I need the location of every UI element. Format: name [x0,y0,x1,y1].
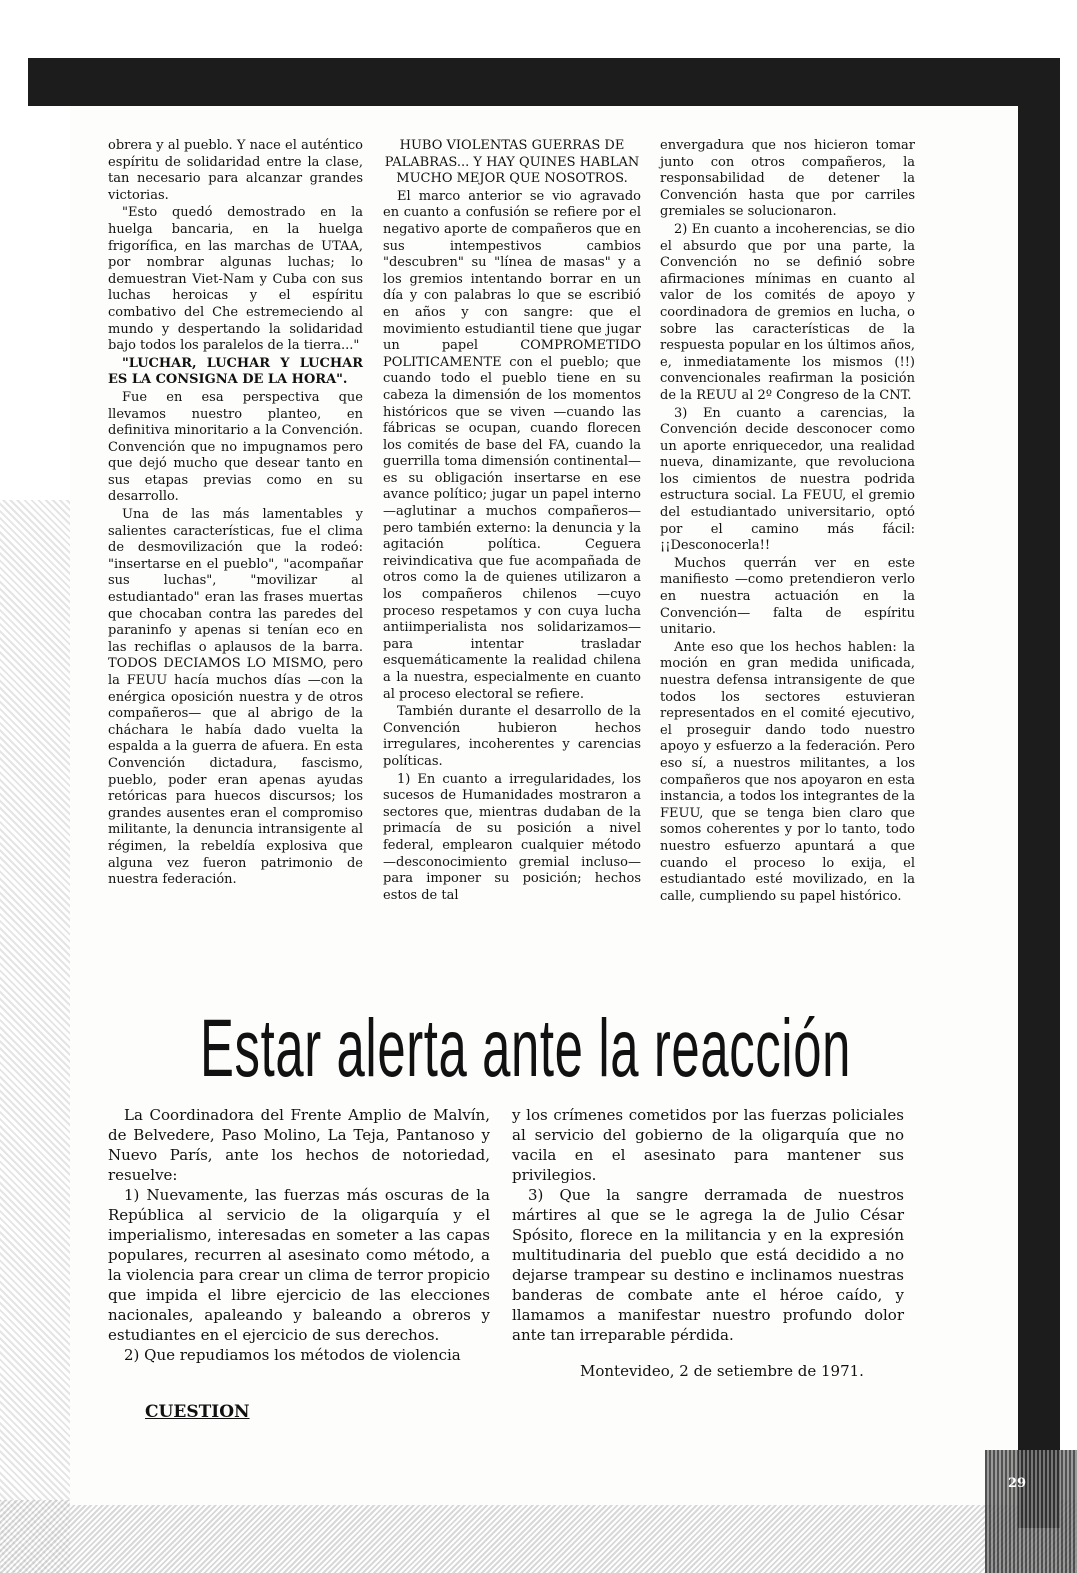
paragraph: La Coordinadora del Frente Amplio de Malvín, de Belvedere, Paso Molino, La Teja, Pantanoso y Nuevo París, ante los hechos de notoriedad, resuelve: [108,1106,490,1184]
scan-noise-bottom [0,1500,1077,1573]
scan-noise-corner [985,1450,1077,1573]
statement-column-left [108,1105,490,1365]
paragraph: 1) Nuevamente, las fuerzas más oscuras de la República al servicio de la oligarquía y el imperialismo, interesadas en someter a las capas populares, recurren al asesinato como método, a la violencia para crear un clima de terror propicio que impida el libre ejercicio de las elecciones nacionales, apaleando y baleando a obreros y estudiantes en el ejercicio de sus derechos. [108,1186,490,1344]
paragraph: 1) En cuanto a irregularidades, los sucesos de Humanidades mostraron a sectores que, mientras dudaban de la primacía de su posición a nivel federal, emplearon cualquier método —desconocimiento gremial incluso— para imponer su posición; hechos estos de tal [383,771,641,903]
paragraph: El marco anterior se vio agravado en cuanto a confusión se refiere por el negativo aporte de compañeros que en sus intempestivos cambios "descubren" su "línea de masas" y a los gremios intentando borrar en un día y con palabras lo que se escribió en años y con sangre: que el movimiento estudiantil tiene que jugar un papel COMPROMETIDO POLITICAMENTE con el pueblo; que cuando todo el pueblo tiene en su cabeza la dimensión de los momentos históricos que se viven —cuando las fábricas se ocupan, cuando florecen los comités de base del FA, cuando la guerrilla toma dimensión continental— es su obligación insertarse en ese avance político; jugar un papel interno —aglutinar a muchos compañeros— pero también externo: la denuncia y la agitación política. Ceguera reivindicativa que fue acompañada de otros como la de quienes utilizaron a los compañeros chilenos —cuyo proceso respetamos y con cuya lucha antiimperialista nos solidarizamos— para intentar trasladar esquemáticamente la realidad chilena a la nuestra, especialmente en cuanto al proceso electoral se refiere. [383,188,641,702]
headline: Estar alerta ante la reacción [200,1003,851,1094]
paragraph: "LUCHAR, LUCHAR Y LUCHAR ES LA CONSIGNA DE LA HORA". [108,355,363,388]
paragraph: "Esto quedó demostrado en la huelga bancaria, en la huelga frigorífica, en las marchas de UTAA, por nombrar algunas luchas; lo demuestran Viet-Nam y Cuba con sus luchas heroicas y el espíritu combativo del Che estremeciendo al mundo y despertando la solidaridad bajo todos los paralelos de la tierra..." [108,205,363,354]
paragraph: Una de las más lamentables y salientes características, fue el clima de desmovilización que la rodeó: "insertarse en el pueblo", "acompañar sus luchas", "movilizar al estudiantado" eran las frases muertas que chocaban contra las paredes del paraninfo y apenas si tenían eco en las rechiflas o aplausos de la barra. TODOS DECIAMOS LO MISMO, pero la FEUU hacía muchos días —con la enérgica oposición nuestra y de otros compañeros— que al abrigo de la cháchara le había dado vuelta la espalda a la guerra de afuera. En esta Convención dictadura, fascismo, pueblo, poder eran apenas ayudas retóricas para huecos discursos; los grandes ausentes eran el compromiso militante, la denuncia intransigente al régimen, la rebeldía explosiva que alguna vez fueron patrimonio de nuestra federación. [108,507,363,888]
statement-column-right [512,1105,904,1345]
magazine-name: CUESTION [145,1402,250,1422]
paragraph: También durante el desarrollo de la Convención hubieron hechos irregulares, incoherentes y carencias políticas. [383,704,641,769]
article-column-3 [660,138,915,906]
article-column-1 [108,138,363,890]
paragraph: Muchos querrán ver en este manifiesto —como pretendieron verlo en nuestra actuación en la Convención— falta de espíritu unitario. [660,555,915,638]
paragraph: 2) Que repudiamos los métodos de violencia [124,1346,461,1364]
paragraph: 3) En cuanto a carencias, la Convención decide desconocer como un aporte enriquecedor, una realidad nueva, dinamizante, que revoluciona los cimientos de nuestra podrida estructura social. La FEUU, el gremio del estudiantado universitario, optó por el camino más fácil: ¡¡Desconocerla!! [660,405,915,554]
paragraph: Ante eso que los hechos hablen: la moción en gran medida unificada, nuestra defensa intransigente de que todos los sectores estuvieran representados en el comité ejecutivo, el proseguir dando todo nuestro apoyo y esfuerzo a la federación. Pero eso sí, a nuestros militantes, a los compañeros que nos apoyaron en esta instancia, a todos los integrantes de la FEUU, que se tenga bien claro que somos coherentes y por lo tanto, todo nuestro esfuerzo apuntará a que cuando el proceso lo exija, el estudiantado esté movilizado, en la calle, cumpliendo su papel histórico. [660,639,915,904]
scan-border-right [1018,58,1060,1528]
page-number: 29 [1008,1476,1027,1491]
paragraph: envergadura que nos hicieron tomar junto con otros compañeros, la responsabilidad de detener la Convención hasta que por carriles gremiales se solucionaron. [660,138,915,220]
paragraph: 3) Que la sangre derramada de nuestros mártires al que se le agrega la de Julio César Spósito, florece en la militancia y en la expresión multitudinaria del pueblo que está decidido a no dejarse trampear su destino e inclinamos nuestras banderas de combate ante el héroe caído, y llamamos a manifestar nuestro profundo dolor ante tan irreparable pérdida. [512,1186,904,1344]
paragraph: Fue en esa perspectiva que llevamos nuestro planteo, en definitiva minoritario a la Convención. Convención que no impugnamos pero que dejó mucho que desear tanto en sus etapas previas como en su desarrollo. [108,389,363,505]
paragraph: y los crímenes cometidos por las fuerzas policiales al servicio del gobierno de la oligarquía que no vacila en el asesinato para mantener sus privilegios. [512,1106,904,1184]
paragraph: obrera y al pueblo. Y nace el auténtico espíritu de solidaridad entre la clase, tan necesario para alcanzar grandes victorias. [108,138,363,203]
paragraph: 2) En cuanto a incoherencias, se dio el absurdo que por una parte, la Convención no se definió sobre afirmaciones mínimas en cuanto al valor de los comités de apoyo y coordinadora de gremios en lucha, o sobre las características de la respuesta popular en los últimos años, e, inmediatamente los mismos (!!) convencionales reafirman la posición de la REUU al 2º Congreso de la CNT. [660,221,915,403]
scan-border-top [28,58,1060,106]
paragraph: HUBO VIOLENTAS GUERRAS DE PALABRAS... Y HAY QUINES HABLAN MUCHO MEJOR QUE NOSOTROS. [384,138,640,187]
scan-noise-left [0,500,70,1573]
signoff-date: Montevideo, 2 de setiembre de 1971. [580,1362,864,1380]
article-column-2 [383,138,641,905]
